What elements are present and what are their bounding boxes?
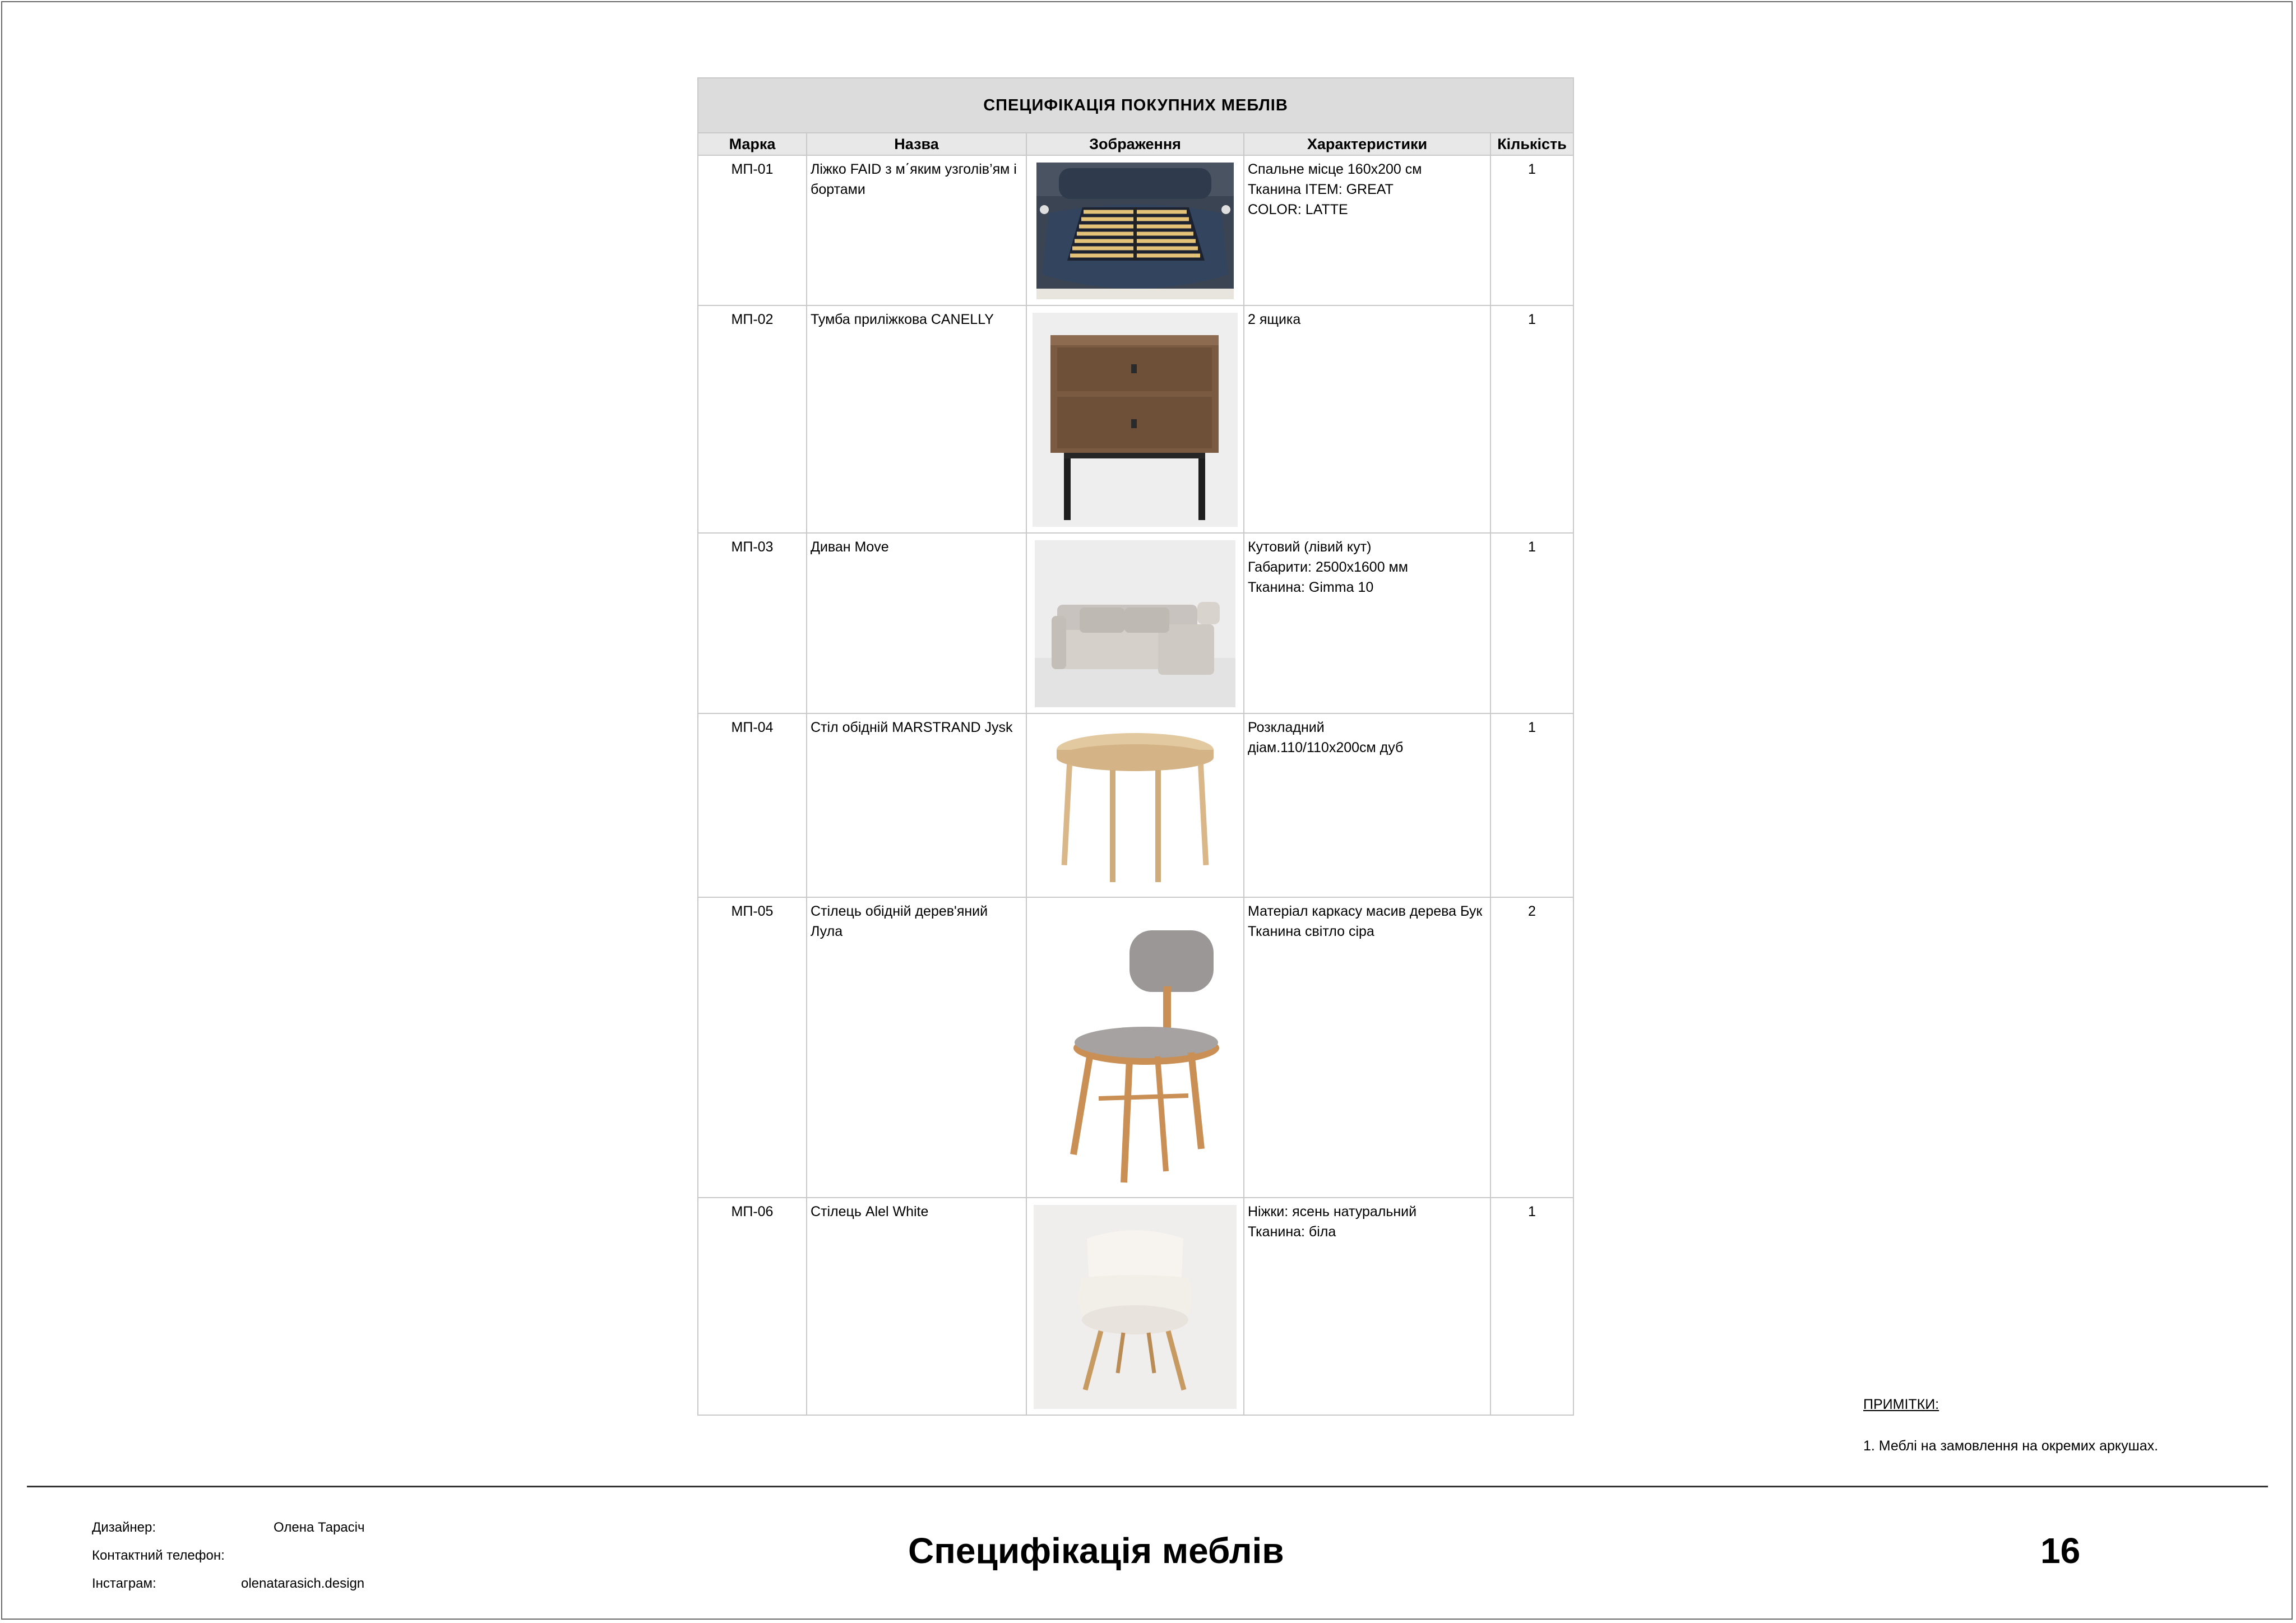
bed-photo — [1036, 163, 1234, 299]
sofa-photo — [1035, 540, 1235, 707]
row-mark: МП-03 — [698, 533, 807, 713]
row-quantity: 1 — [1490, 533, 1573, 713]
table-row — [698, 155, 1573, 305]
row-characteristic: Тканина світло сіра — [1248, 924, 1374, 939]
table-row — [698, 1198, 1573, 1415]
row-characteristic: 2 ящика — [1248, 312, 1301, 327]
designer-label: Дизайнер: — [92, 1520, 156, 1535]
row-mark: МП-05 — [698, 897, 807, 1198]
row-quantity: 1 — [1490, 713, 1573, 897]
table-title: СПЕЦИФІКАЦІЯ ПОКУПНИХ МЕБЛІВ — [698, 78, 1573, 133]
page-number: 16 — [2040, 1531, 2081, 1571]
header-image: Зображення — [1026, 133, 1244, 155]
row-characteristic: Розкладний — [1248, 720, 1325, 735]
row-characteristic: Матеріал каркасу масив дерева Бук — [1248, 903, 1483, 919]
instagram-label: Інстаграм: — [92, 1576, 156, 1591]
furniture-spec-table — [697, 77, 1574, 1416]
footer-divider — [27, 1486, 2268, 1487]
designer-name: Олена Тарасіч — [274, 1520, 365, 1535]
row-name: Ліжко FAID з м΄яким узголів’ям і бортами — [807, 155, 1026, 305]
row-characteristic: Тканина ITEM: GREAT — [1248, 182, 1394, 197]
row-quantity: 2 — [1490, 897, 1573, 1198]
table-row — [698, 533, 1573, 713]
row-mark: МП-06 — [698, 1198, 807, 1415]
row-characteristic: діам.110/110х200см дуб — [1248, 740, 1404, 755]
row-characteristic: Кутовий (лівий кут) — [1248, 539, 1372, 555]
row-quantity: 1 — [1490, 305, 1573, 533]
row-quantity: 1 — [1490, 155, 1573, 305]
header-name: Назва — [807, 133, 1026, 155]
armchair-photo — [1034, 1205, 1237, 1409]
row-characteristic: Тканина: Gimma 10 — [1248, 579, 1374, 595]
row-characteristic: Ніжки: ясень натуральний — [1248, 1204, 1417, 1219]
row-mark: МП-04 — [698, 713, 807, 897]
row-characteristic: Спальне місце 160х200 см — [1248, 161, 1422, 177]
phone-label: Контактний телефон: — [92, 1548, 225, 1563]
row-quantity: 1 — [1490, 1198, 1573, 1415]
row-characteristic: Габарити: 2500х1600 мм — [1248, 559, 1408, 575]
note-item: 1. Меблі на замовлення на окремих аркушах. — [1863, 1438, 2159, 1454]
chair-photo — [1045, 908, 1225, 1188]
row-name: Стіл обідній MARSTRAND Jysk — [807, 713, 1026, 897]
notes-title: ПРИМІТКИ: — [1863, 1397, 1939, 1412]
table-row — [698, 897, 1573, 1198]
header-quantity: Кількість — [1490, 133, 1573, 155]
row-name: Стілець Alel White — [807, 1198, 1026, 1415]
row-mark: МП-01 — [698, 155, 807, 305]
row-name: Стілець обідній дерев'яний Лула — [807, 897, 1026, 1198]
sheet-title: Специфікація меблів — [908, 1531, 1284, 1571]
nightstand-photo — [1033, 313, 1238, 527]
table-row — [698, 305, 1573, 533]
row-characteristic: Тканина: біла — [1248, 1224, 1336, 1240]
row-name: Диван Move — [807, 533, 1026, 713]
row-mark: МП-02 — [698, 305, 807, 533]
row-name: Тумба приліжкова CANELLY — [807, 305, 1026, 533]
table-photo — [1051, 721, 1219, 891]
instagram-value: olenatarasich.design — [241, 1576, 365, 1591]
row-characteristic: COLOR: LATTE — [1248, 202, 1348, 217]
header-characteristics: Характеристики — [1244, 133, 1490, 155]
header-mark: Марка — [698, 133, 807, 155]
table-row — [698, 713, 1573, 897]
